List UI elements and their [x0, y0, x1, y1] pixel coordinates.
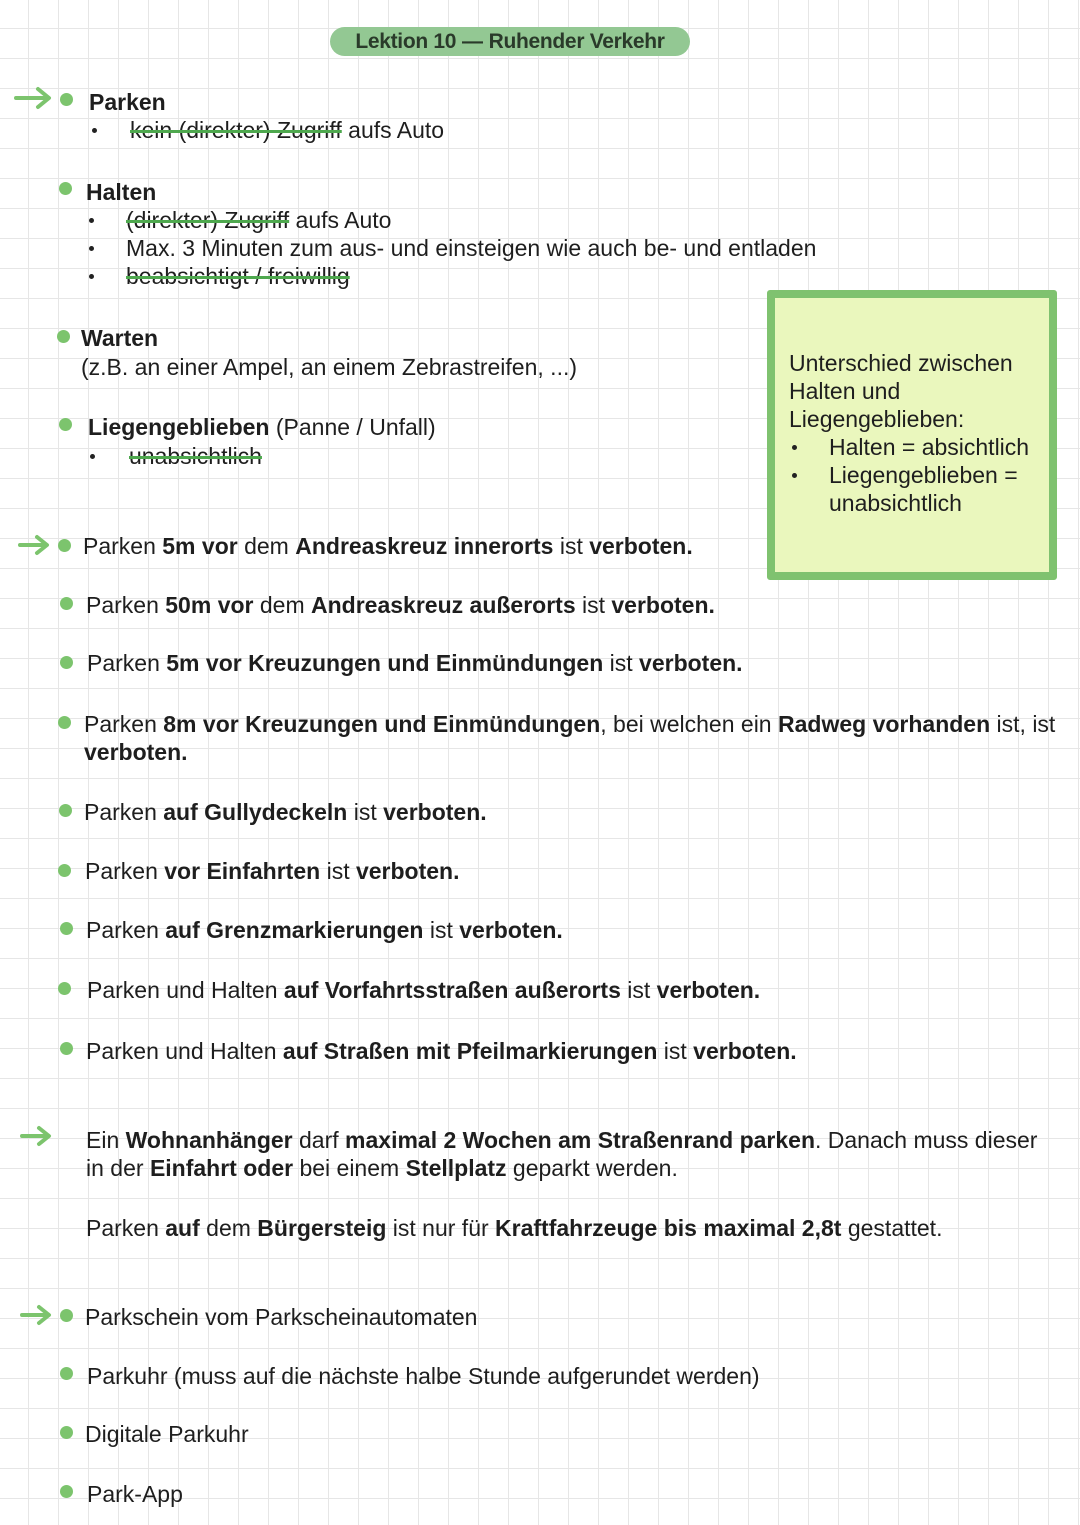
- arrow-right-icon: [20, 1124, 54, 1148]
- title-lesson: Lektion 10: [355, 30, 457, 53]
- box-item-2: Liegengeblieben = unabsichtlich: [789, 461, 1049, 517]
- bullet-dot: [60, 922, 73, 935]
- bullet-dot: [60, 656, 73, 669]
- arrow-right-icon: [20, 1303, 54, 1327]
- liegen-sub1: unabsichtlich: [129, 443, 262, 469]
- arrow-right-icon: [18, 533, 52, 557]
- rule-1: Parken 5m vor dem Andreaskreuz innerorts ist verboten.: [83, 533, 693, 559]
- wohnanhaenger-rule: Ein Wohnanhänger darf maximal 2 Wochen am Straßenrand parken. Danach muss dieser in der Einfahrt oder bei einem Stellplatz geparkt werden.: [86, 1127, 1038, 1181]
- bullet-dot: [58, 716, 71, 729]
- sub-bullet: [89, 274, 94, 279]
- halten-heading: Halten: [86, 179, 157, 205]
- zahlung-2: Parkuhr (muss auf die nächste halbe Stunde aufgerundet werden): [87, 1363, 760, 1389]
- title-topic: Ruhender Verkehr: [488, 30, 665, 53]
- sub-bullet: [89, 218, 94, 223]
- zahlung-1: Parkschein vom Parkscheinautomaten: [85, 1304, 478, 1330]
- box-intro: Unterschied zwischen Halten und Liegengeblieben:: [789, 350, 1013, 432]
- halten-sub3: beabsichtigt / freiwillig: [126, 263, 350, 289]
- halten-sub1: (direkter) Zugriff aufs Auto: [126, 207, 392, 233]
- title-dash: —: [462, 30, 483, 53]
- bullet-dot: [60, 1042, 73, 1055]
- bullet-dot: [59, 418, 72, 431]
- page-title: [330, 27, 690, 56]
- liegen-heading: Liegengeblieben (Panne / Unfall): [88, 414, 436, 440]
- warten-example: (z.B. an einer Ampel, an einem Zebrastreifen, ...): [81, 354, 578, 380]
- rule-4: Parken 8m vor Kreuzungen und Einmündungen, bei welchen ein Radweg vorhanden ist, ist verboten.: [84, 711, 1056, 765]
- bullet-dot: [60, 1367, 73, 1380]
- parken-heading: Parken: [89, 89, 166, 115]
- rule-9: Parken und Halten auf Straßen mit Pfeilmarkierungen ist verboten.: [86, 1038, 797, 1064]
- sub-bullet: [92, 128, 97, 133]
- bullet-dot: [60, 1309, 73, 1322]
- bullet-dot: [60, 1485, 73, 1498]
- warten-heading: Warten: [81, 325, 159, 351]
- bullet-dot: [60, 1426, 73, 1439]
- rule-3: Parken 5m vor Kreuzungen und Einmündungen ist verboten.: [87, 650, 743, 676]
- rule-5: Parken auf Gullydeckeln ist verboten.: [84, 799, 487, 825]
- bullet-dot: [59, 804, 72, 817]
- halten-sub2: Max. 3 Minuten zum aus- und einsteigen wie auch be- und entladen: [126, 235, 817, 261]
- rule-6: Parken vor Einfahrten ist verboten.: [85, 858, 460, 884]
- arrow-right-icon: [14, 86, 54, 110]
- bullet-dot: [60, 93, 73, 106]
- rule-7: Parken auf Grenzmarkierungen ist verboten.: [86, 917, 563, 943]
- bullet-dot: [58, 982, 71, 995]
- zahlung-4: Park-App: [87, 1481, 183, 1507]
- rule-2: Parken 50m vor dem Andreaskreuz außerorts ist verboten.: [86, 592, 715, 618]
- parken-sub1: kein (direkter) Zugriff aufs Auto: [130, 117, 445, 143]
- sub-bullet: [89, 246, 94, 251]
- buergersteig-rule: Parken auf dem Bürgersteig ist nur für Kraftfahrzeuge bis maximal 2,8t gestattet.: [86, 1215, 943, 1241]
- bullet-dot: [58, 864, 71, 877]
- bullet-dot: [58, 539, 71, 552]
- bullet-dot: [59, 182, 72, 195]
- bullet-dot: [57, 330, 70, 343]
- rule-8: Parken und Halten auf Vorfahrtsstraßen außerorts ist verboten.: [87, 977, 761, 1003]
- box-item-1: Halten = absichtlich: [789, 433, 1049, 461]
- zahlung-3: Digitale Parkuhr: [85, 1421, 249, 1447]
- bullet-dot: [60, 597, 73, 610]
- info-box-text: [789, 349, 1049, 517]
- sub-bullet: [90, 454, 95, 459]
